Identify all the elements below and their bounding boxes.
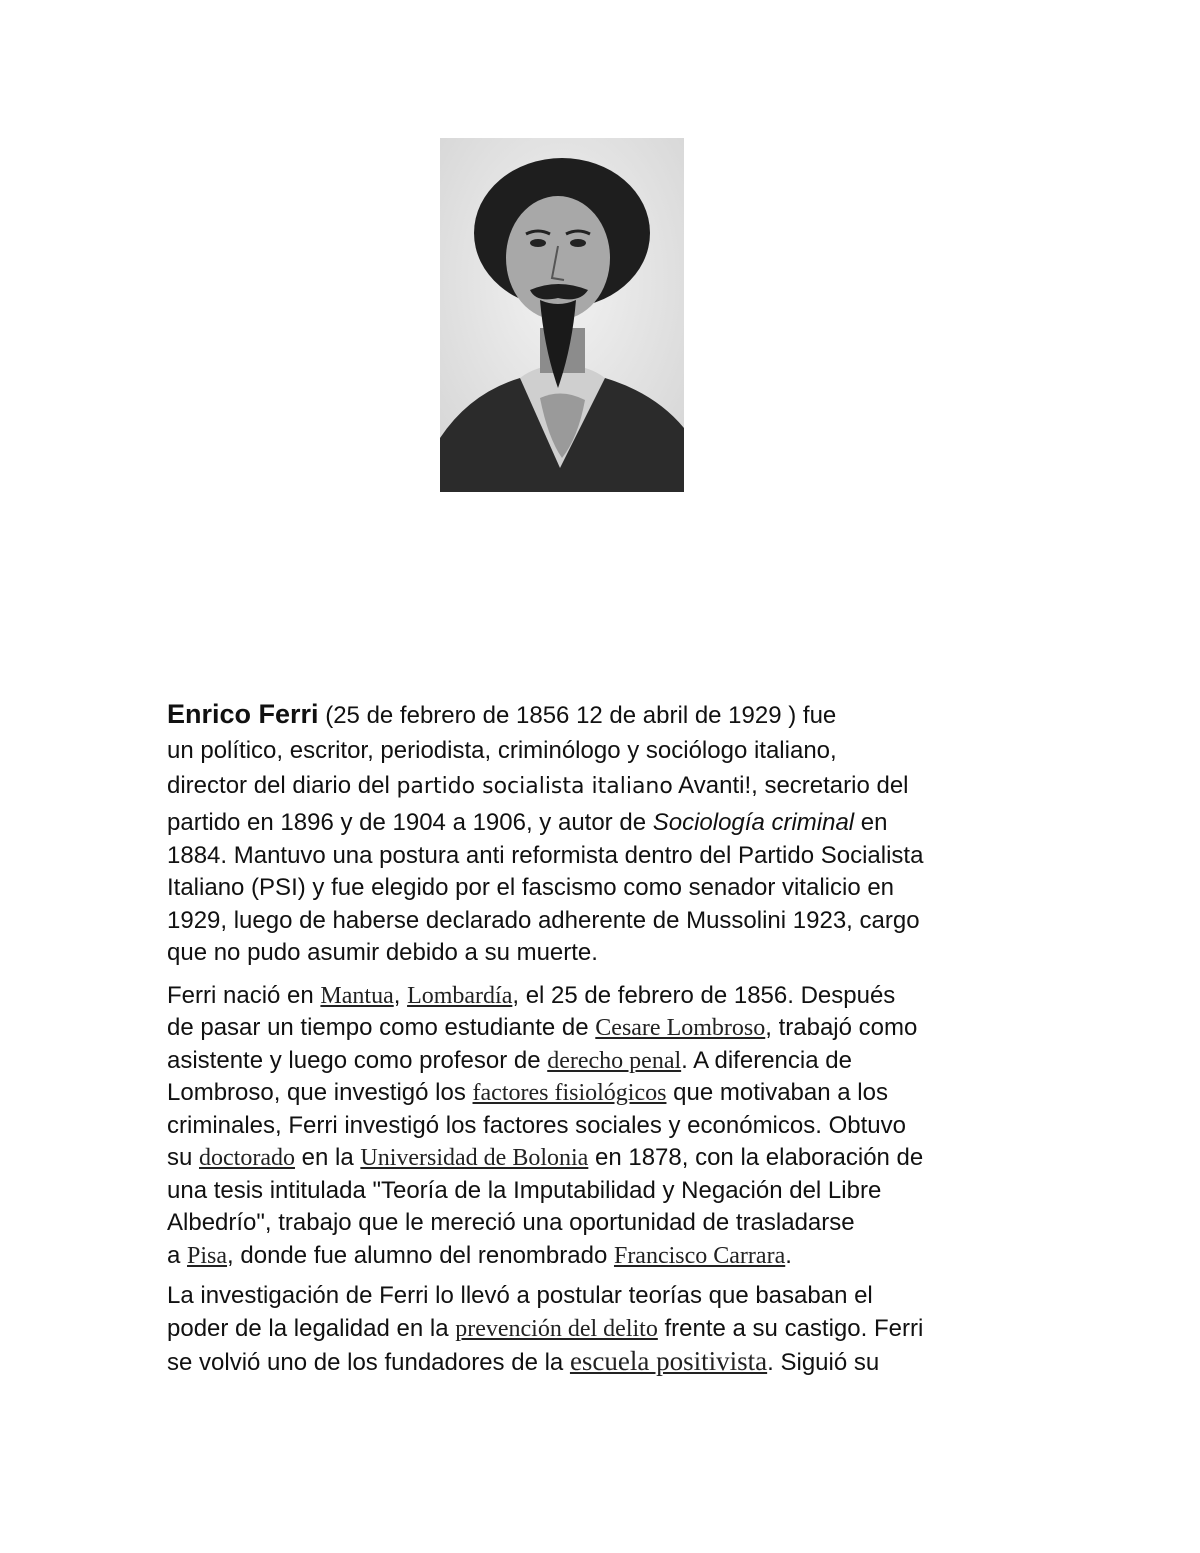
theory-line xyxy=(167,1345,1047,1380)
intro-line: Italiano (PSI) y fue elegido por el fascismo como senador vitalicio en xyxy=(167,874,895,901)
theory-text: frente a su castigo. Ferri xyxy=(657,1314,924,1342)
bio-text: su xyxy=(167,1144,200,1171)
intro-line xyxy=(167,766,1047,807)
bio-paragraph xyxy=(167,980,1047,1273)
article-body xyxy=(167,694,1047,1380)
bio-line xyxy=(167,1142,1047,1175)
intro-text: en xyxy=(854,809,888,836)
intro-text: (25 de febrero de 1856 12 de abril de 1929 ) fue xyxy=(318,702,837,729)
bio-line xyxy=(167,1012,1047,1045)
bio-line: Albedrío", trabajo que le mereció una oportunidad de trasladarse xyxy=(167,1209,855,1236)
bio-text: que motivaban a los xyxy=(666,1079,888,1106)
theory-text: . Siguió su xyxy=(767,1349,880,1376)
bio-line xyxy=(167,1240,1047,1273)
bio-text: . xyxy=(785,1241,792,1269)
theory-text: se volvió uno de los fundadores de la xyxy=(167,1349,570,1376)
bio-text: , trabajó como xyxy=(765,1014,918,1041)
party-name: partido socialista italiano xyxy=(396,774,673,799)
bio-text: en 1878, con la elaboración de xyxy=(588,1144,924,1171)
bio-text: , donde fue alumno del renombrado xyxy=(227,1241,614,1269)
bio-text: a xyxy=(167,1241,188,1269)
portrait-icon xyxy=(440,138,684,492)
link-factores-fisiologicos[interactable]: factores fisiológicos xyxy=(472,1080,667,1106)
intro-line xyxy=(167,694,1047,736)
theory-line: La investigación de Ferri lo llevó a postular teorías que basaban el xyxy=(167,1282,873,1309)
book-title: Sociología criminal xyxy=(652,809,855,836)
portrait-photo xyxy=(440,138,684,492)
link-universidad-de-bolonia[interactable]: Universidad de Bolonia xyxy=(360,1145,589,1171)
intro-line xyxy=(167,807,1047,840)
bio-text: en la xyxy=(294,1144,361,1171)
link-lombardia[interactable]: Lombardía xyxy=(407,982,513,1009)
theory-paragraph xyxy=(167,1280,1047,1380)
link-escuela-positivista[interactable]: escuela positivista xyxy=(569,1346,768,1376)
link-francisco-carrara[interactable]: Francisco Carrara xyxy=(613,1242,786,1269)
intro-line: un político, escritor, periodista, criminólogo y sociólogo italiano, xyxy=(167,737,837,764)
intro-paragraph xyxy=(167,694,1047,970)
bio-line: criminales, Ferri investigó los factores sociales y económicos. Obtuvo xyxy=(167,1111,906,1139)
bio-text: Ferri nació en xyxy=(167,981,321,1009)
intro-line: 1929, luego de haberse declarado adherente de Mussolini 1923, cargo xyxy=(167,906,920,934)
intro-text: partido en 1896 y de 1904 a 1906, y autor de xyxy=(167,809,653,836)
link-prevencion-del-delito[interactable]: prevención del delito xyxy=(455,1315,658,1342)
bio-text: Lombroso, que investigó los xyxy=(167,1079,473,1106)
link-derecho-penal[interactable]: derecho penal xyxy=(547,1047,682,1074)
bio-text: . A diferencia de xyxy=(681,1046,852,1074)
theory-text: poder de la legalidad en la xyxy=(167,1314,456,1342)
person-name: Enrico Ferri xyxy=(167,699,319,729)
bio-text: de pasar un tiempo como estudiante de xyxy=(167,1014,596,1041)
intro-text: Avanti!, secretario del xyxy=(672,772,909,799)
bio-line xyxy=(167,1077,1047,1110)
bio-text: , xyxy=(393,981,408,1009)
bio-text: asistente y luego como profesor de xyxy=(167,1046,548,1074)
link-cesare-lombroso[interactable]: Cesare Lombroso xyxy=(595,1015,766,1041)
theory-line xyxy=(167,1313,1047,1346)
bio-line xyxy=(167,1045,1047,1078)
intro-line: 1884. Mantuvo una postura anti reformista dentro del Partido Socialista xyxy=(167,841,924,869)
intro-text: director del diario del xyxy=(167,772,397,799)
link-pisa[interactable]: Pisa xyxy=(187,1242,228,1269)
bio-line: una tesis intitulada "Teoría de la Imputabilidad y Negación del Libre xyxy=(167,1176,882,1204)
link-doctorado[interactable]: doctorado xyxy=(199,1145,295,1171)
link-mantua[interactable]: Mantua xyxy=(320,982,394,1009)
bio-text: , el 25 de febrero de 1856. Después xyxy=(512,981,896,1009)
intro-line: que no pudo asumir debido a su muerte. xyxy=(167,939,598,966)
bio-line xyxy=(167,980,1047,1013)
